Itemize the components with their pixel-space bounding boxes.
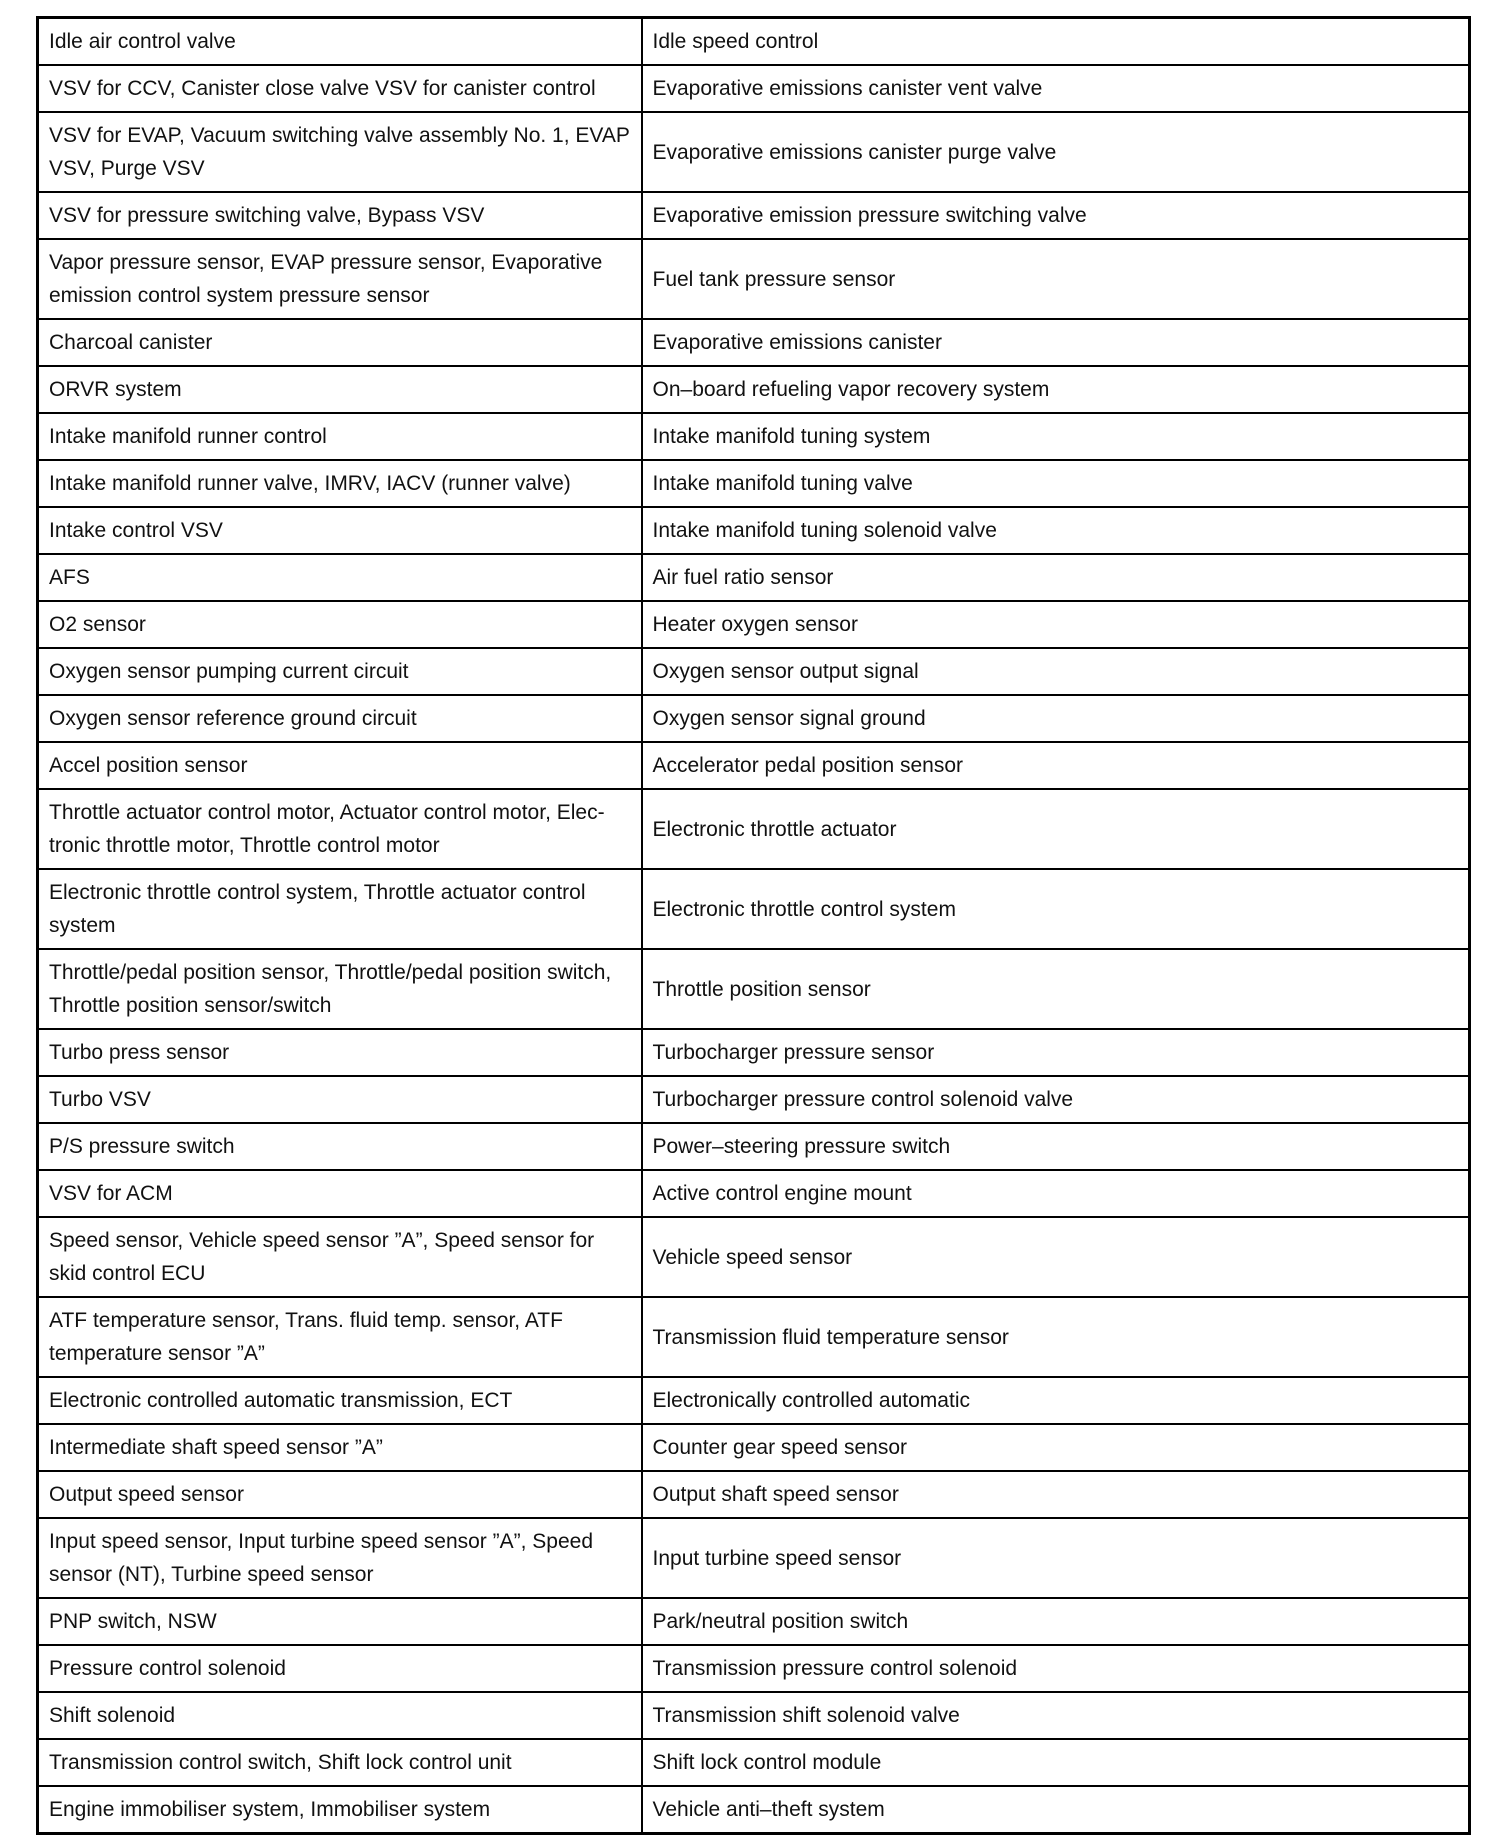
standard-term-cell: Intake manifold tuning valve <box>642 460 1470 507</box>
terminology-table-container <box>36 16 1468 1835</box>
term-cell: VSV for pressure switching valve, Bypass VSV <box>38 192 642 239</box>
term-cell: VSV for EVAP, Vacuum switching valve assembly No. 1, EVAP VSV, Purge VSV <box>38 112 642 192</box>
standard-term-cell: Output shaft speed sensor <box>642 1471 1470 1518</box>
term-cell: Pressure control solenoid <box>38 1645 642 1692</box>
term-cell: Intake control VSV <box>38 507 642 554</box>
standard-term-cell: Evaporative emissions canister vent valve <box>642 65 1470 112</box>
standard-term-cell: Power–steering pressure switch <box>642 1123 1470 1170</box>
table-row <box>38 648 1470 695</box>
table-row <box>38 695 1470 742</box>
table-row <box>38 507 1470 554</box>
standard-term-cell: Accelerator pedal position sensor <box>642 742 1470 789</box>
standard-term-cell: Evaporative emission pressure switching valve <box>642 192 1470 239</box>
table-row <box>38 1170 1470 1217</box>
term-cell: Electronic throttle control system, Throttle actuator control system <box>38 869 642 949</box>
standard-term-cell: Vehicle anti–theft system <box>642 1786 1470 1834</box>
table-row <box>38 1076 1470 1123</box>
term-cell: Intake manifold runner valve, IMRV, IACV (runner valve) <box>38 460 642 507</box>
term-cell: Throttle/pedal position sensor, Throttle/pedal position switch, Throttle position sensor/switch <box>38 949 642 1029</box>
term-cell: O2 sensor <box>38 601 642 648</box>
term-cell: Oxygen sensor reference ground circuit <box>38 695 642 742</box>
standard-term-cell: Counter gear speed sensor <box>642 1424 1470 1471</box>
standard-term-cell: Active control engine mount <box>642 1170 1470 1217</box>
table-row <box>38 949 1470 1029</box>
term-cell: Throttle actuator control motor, Actuator control motor, Elec-tronic throttle motor, Throttle control motor <box>38 789 642 869</box>
standard-term-cell: Vehicle speed sensor <box>642 1217 1470 1297</box>
standard-term-cell: Evaporative emissions canister <box>642 319 1470 366</box>
standard-term-cell: On–board refueling vapor recovery system <box>642 366 1470 413</box>
standard-term-cell: Throttle position sensor <box>642 949 1470 1029</box>
term-cell: P/S pressure switch <box>38 1123 642 1170</box>
table-row <box>38 1739 1470 1786</box>
standard-term-cell: Electronic throttle actuator <box>642 789 1470 869</box>
table-row <box>38 319 1470 366</box>
standard-term-cell: Turbocharger pressure control solenoid valve <box>642 1076 1470 1123</box>
standard-term-cell: Intake manifold tuning solenoid valve <box>642 507 1470 554</box>
term-cell: ORVR system <box>38 366 642 413</box>
standard-term-cell: Oxygen sensor signal ground <box>642 695 1470 742</box>
term-cell: Turbo VSV <box>38 1076 642 1123</box>
standard-term-cell: Fuel tank pressure sensor <box>642 239 1470 319</box>
standard-term-cell: Idle speed control <box>642 18 1470 66</box>
term-cell: Accel position sensor <box>38 742 642 789</box>
table-row <box>38 366 1470 413</box>
term-cell: VSV for CCV, Canister close valve VSV for canister control <box>38 65 642 112</box>
table-row <box>38 1297 1470 1377</box>
standard-term-cell: Electronically controlled automatic <box>642 1377 1470 1424</box>
standard-term-cell: Transmission shift solenoid valve <box>642 1692 1470 1739</box>
table-body <box>38 18 1470 1834</box>
standard-term-cell: Oxygen sensor output signal <box>642 648 1470 695</box>
standard-term-cell: Intake manifold tuning system <box>642 413 1470 460</box>
table-row <box>38 112 1470 192</box>
table-row <box>38 1471 1470 1518</box>
table-row <box>38 239 1470 319</box>
standard-term-cell: Transmission fluid temperature sensor <box>642 1297 1470 1377</box>
table-row <box>38 1598 1470 1645</box>
table-row <box>38 554 1470 601</box>
table-row <box>38 413 1470 460</box>
standard-term-cell: Evaporative emissions canister purge valve <box>642 112 1470 192</box>
table-row <box>38 192 1470 239</box>
term-cell: Idle air control valve <box>38 18 642 66</box>
table-row <box>38 1123 1470 1170</box>
standard-term-cell: Input turbine speed sensor <box>642 1518 1470 1598</box>
table-row <box>38 1424 1470 1471</box>
term-cell: Speed sensor, Vehicle speed sensor ”A”, Speed sensor for skid control ECU <box>38 1217 642 1297</box>
standard-term-cell: Turbocharger pressure sensor <box>642 1029 1470 1076</box>
table-row <box>38 601 1470 648</box>
table-row <box>38 1645 1470 1692</box>
standard-term-cell: Shift lock control module <box>642 1739 1470 1786</box>
term-cell: ATF temperature sensor, Trans. fluid temp. sensor, ATF temperature sensor ”A” <box>38 1297 642 1377</box>
table-row <box>38 1692 1470 1739</box>
table-row <box>38 1786 1470 1834</box>
term-cell: Vapor pressure sensor, EVAP pressure sensor, Evaporative emission control system pressure sensor <box>38 239 642 319</box>
standard-term-cell: Heater oxygen sensor <box>642 601 1470 648</box>
term-cell: Charcoal canister <box>38 319 642 366</box>
term-cell: Intermediate shaft speed sensor ”A” <box>38 1424 642 1471</box>
term-cell: Engine immobiliser system, Immobiliser system <box>38 1786 642 1834</box>
term-cell: Input speed sensor, Input turbine speed sensor ”A”, Speed sensor (NT), Turbine speed sensor <box>38 1518 642 1598</box>
term-cell: Intake manifold runner control <box>38 413 642 460</box>
term-cell: AFS <box>38 554 642 601</box>
term-cell: Turbo press sensor <box>38 1029 642 1076</box>
table-row <box>38 65 1470 112</box>
term-cell: Electronic controlled automatic transmission, ECT <box>38 1377 642 1424</box>
table-row <box>38 1029 1470 1076</box>
term-cell: VSV for ACM <box>38 1170 642 1217</box>
table-row <box>38 869 1470 949</box>
standard-term-cell: Electronic throttle control system <box>642 869 1470 949</box>
table-row <box>38 460 1470 507</box>
table-row <box>38 1217 1470 1297</box>
table-row <box>38 789 1470 869</box>
table-row <box>38 1518 1470 1598</box>
standard-term-cell: Transmission pressure control solenoid <box>642 1645 1470 1692</box>
standard-term-cell: Air fuel ratio sensor <box>642 554 1470 601</box>
term-cell: Transmission control switch, Shift lock control unit <box>38 1739 642 1786</box>
terminology-table <box>36 16 1471 1835</box>
term-cell: Oxygen sensor pumping current circuit <box>38 648 642 695</box>
table-row <box>38 1377 1470 1424</box>
standard-term-cell: Park/neutral position switch <box>642 1598 1470 1645</box>
table-row <box>38 18 1470 66</box>
table-row <box>38 742 1470 789</box>
term-cell: PNP switch, NSW <box>38 1598 642 1645</box>
term-cell: Output speed sensor <box>38 1471 642 1518</box>
term-cell: Shift solenoid <box>38 1692 642 1739</box>
